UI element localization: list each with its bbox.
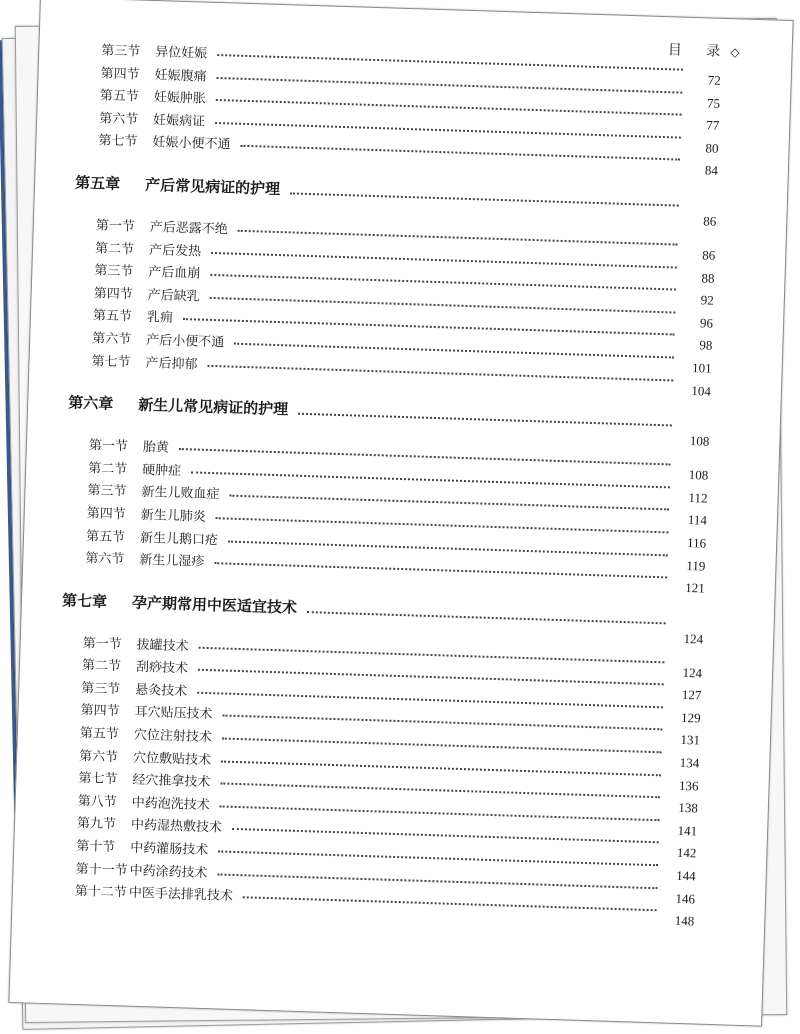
section-number: 第五章 (74, 173, 121, 193)
page-number: 108 (688, 467, 709, 483)
entry-title: 新生儿败血症 (141, 485, 220, 503)
section-number: 第八节 (77, 793, 117, 811)
section-number: 第十二节 (74, 884, 128, 901)
entry-title: 妊娠小便不通 (152, 135, 231, 153)
entry-title: 产后发热 (148, 242, 202, 260)
entry-title: 刮痧技术 (135, 660, 189, 677)
dot-leader (307, 597, 666, 624)
entry-title: 妊娠肿胀 (153, 90, 207, 107)
section-number: 第二节 (87, 460, 128, 478)
section-number: 第五节 (85, 528, 126, 545)
entry-title: 新生儿肺炎 (140, 507, 206, 525)
page-number: 146 (675, 890, 696, 907)
page-number: 101 (691, 360, 712, 376)
section-number: 第四节 (86, 506, 127, 523)
page-number: 72 (707, 72, 721, 88)
section-number: 第五节 (79, 726, 120, 743)
section-number: 第六节 (98, 111, 139, 128)
entry-title: 中药涂药技术 (129, 863, 208, 881)
section-number: 第九节 (76, 816, 117, 833)
page-number: 86 (703, 213, 717, 229)
toc-page (8, 0, 793, 1027)
dot-leader (199, 635, 665, 663)
section-number: 第七章 (61, 591, 108, 611)
entry-title: 拔罐技术 (136, 637, 189, 655)
section-number: 第一节 (95, 218, 136, 235)
section-number: 第三节 (87, 483, 127, 500)
page-number: 92 (700, 292, 715, 308)
section-number: 第四节 (100, 65, 140, 83)
entry-title: 悬灸技术 (135, 682, 188, 700)
section-number: 第四节 (93, 285, 133, 303)
entry-title: 产后血崩 (148, 265, 201, 282)
dot-leader (298, 399, 672, 427)
section-number: 第十一节 (75, 861, 128, 879)
entry-title: 中药灌肠技术 (130, 840, 209, 859)
entry-title: 产后常见病证的护理 (144, 175, 281, 199)
entry-title: 耳穴贴压技术 (134, 705, 213, 723)
header-title: 目 录 (667, 42, 731, 61)
entry-title: 胎黄 (142, 439, 170, 456)
page-number: 75 (706, 95, 721, 111)
page-number: 142 (676, 845, 697, 861)
section-number: 第七节 (91, 353, 131, 370)
section-number: 第四节 (80, 703, 120, 720)
section-number: 第六节 (85, 551, 125, 568)
entry-title: 妊娠病证 (152, 112, 206, 130)
page-number: 124 (682, 664, 703, 681)
section-number: 第二节 (81, 658, 122, 675)
entry-title: 产后恶露不绝 (149, 219, 229, 238)
section-number: 第十节 (76, 839, 116, 856)
entry-title: 产后缺乳 (147, 287, 200, 305)
section-number: 第一节 (88, 438, 129, 455)
entry-title: 中药泡洗技术 (131, 795, 210, 813)
page-number: 129 (680, 709, 701, 726)
page-number: 131 (680, 732, 701, 748)
page-number: 80 (705, 140, 719, 156)
entry-title: 中医手法排乳技术 (128, 885, 234, 905)
section-number: 第六节 (78, 748, 119, 765)
entry-title: 异位妊娠 (155, 45, 208, 62)
section-number: 第一节 (82, 635, 122, 652)
entry-title: 孕产期常用中医适宜技术 (131, 593, 298, 617)
entry-title: 新生儿鹅口疮 (139, 530, 219, 548)
section-number: 第七节 (78, 771, 118, 788)
entry-title: 中药湿热敷技术 (130, 818, 223, 836)
section-number: 第二节 (94, 240, 135, 258)
section-number: 第三节 (94, 263, 134, 280)
entry-title: 乳痈 (146, 310, 174, 327)
page-number: 138 (678, 800, 699, 816)
dot-leader (290, 178, 679, 206)
section-number: 第七节 (98, 133, 138, 150)
page-number: 134 (679, 754, 700, 771)
entry-title: 硬肿症 (141, 462, 182, 479)
dot-leader (217, 43, 683, 71)
page-number: 108 (689, 433, 710, 449)
section-number: 第三节 (101, 43, 141, 60)
diamond-icon: ◇ (730, 45, 740, 60)
entry-title: 经穴推拿技术 (132, 772, 211, 791)
page-number: 88 (701, 269, 715, 286)
entry-title: 妊娠腹痛 (154, 67, 207, 85)
page-number: 77 (706, 117, 720, 133)
table-of-contents (61, 39, 722, 929)
page-number: 84 (704, 162, 719, 179)
section-number: 第六章 (67, 393, 114, 414)
page-number: 104 (691, 382, 712, 399)
page-number: 98 (699, 337, 713, 354)
page-number: 141 (677, 822, 698, 839)
entry-title: 新生儿湿疹 (139, 552, 205, 570)
section-number: 第五节 (99, 88, 140, 105)
entry-title: 产后小便不通 (146, 332, 225, 351)
dot-leader (238, 219, 678, 246)
page-number: 86 (701, 247, 716, 263)
entry-title: 穴位注射技术 (133, 727, 213, 746)
page-number: 119 (686, 557, 706, 574)
entry-title: 穴位敷贴技术 (132, 750, 212, 768)
section-number: 第五节 (92, 308, 133, 325)
page-number: 121 (685, 580, 705, 596)
page-number: 112 (688, 489, 708, 506)
page-number: 127 (681, 687, 702, 703)
section-number: 第三节 (81, 680, 121, 698)
page-number: 96 (699, 315, 714, 331)
page-number: 148 (674, 913, 695, 929)
page-number: 116 (686, 534, 707, 551)
entry-title: 产后抑郁 (145, 355, 198, 373)
page-number: 144 (675, 867, 696, 884)
page-number: 114 (687, 512, 708, 528)
section-number: 第六节 (92, 331, 132, 348)
page-number: 136 (678, 777, 699, 794)
page-number: 124 (683, 630, 704, 647)
entry-title: 新生儿常见病证的护理 (137, 395, 289, 419)
